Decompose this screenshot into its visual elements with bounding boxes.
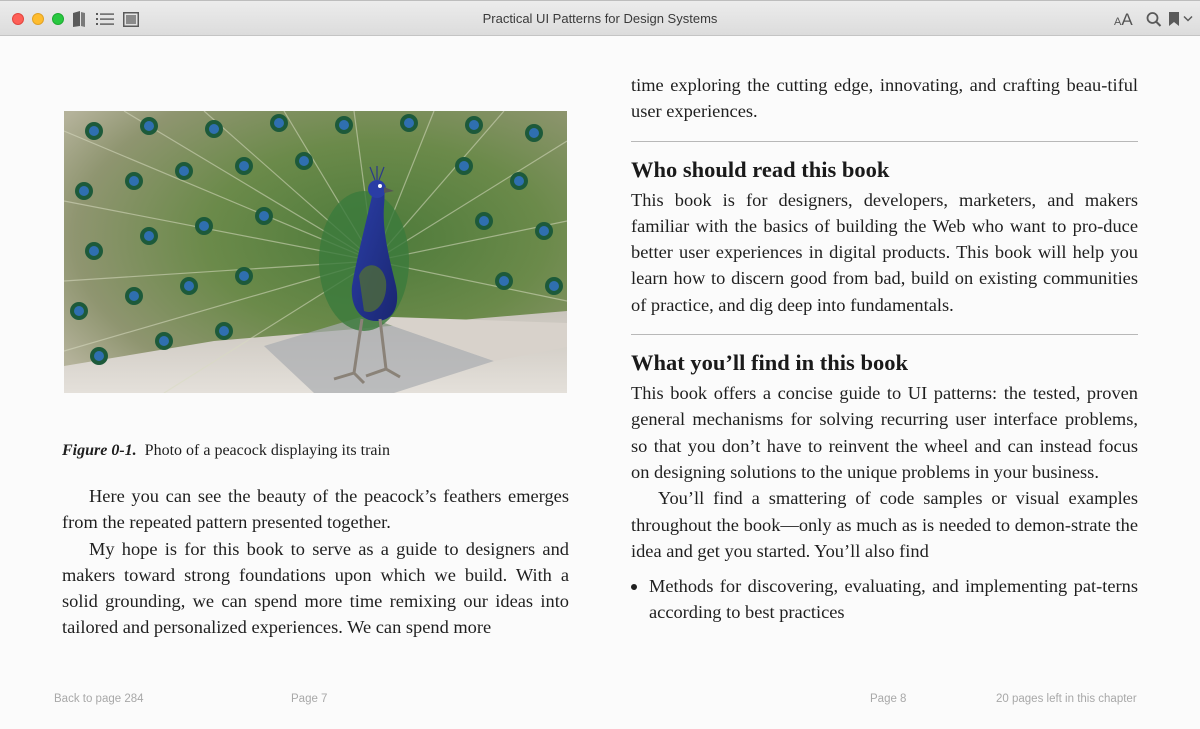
window-title: Practical UI Patterns for Design Systems <box>482 11 718 26</box>
bookmark-icon[interactable] <box>1168 10 1180 28</box>
body-paragraph: You’ll find a smattering of code samples or visual examples throughout the book—only as much as is needed to demon-strate the idea and get you started. You’ll also find <box>631 488 1138 561</box>
left-page <box>0 36 600 729</box>
body-paragraph: Here you can see the beauty of the peacock’s feathers emerges from the repeated pattern presented together. <box>62 486 569 533</box>
peacock-figure-image <box>64 111 567 393</box>
figure-caption-text: Photo of a peacock displaying its train <box>144 442 390 459</box>
search-icon[interactable] <box>1146 10 1162 28</box>
window-titlebar <box>0 0 1200 36</box>
pages-left-in-chapter: 20 pages left in this chapter <box>996 693 1137 705</box>
list-item: Methods for discovering, evaluating, and implementing pat-terns according to best practices <box>631 573 1138 626</box>
section-divider <box>631 334 1138 335</box>
body-paragraph: This book is for designers, developers, marketers, and makers familiar with the basics of building the Web who want to pro-duce better user experiences in digital products. This book will help you learn how to discern good from bad, build on existing communities of practice, and dig deep into fundamentals. <box>631 189 1138 315</box>
body-paragraph: This book offers a concise guide to UI patterns: the tested, proven general mechanisms for solving recurring user interface problems, so that you don’t have to reinvent the wheel and can instead focus on designing solutions to the unique problems in your business. <box>631 383 1138 482</box>
left-page-body <box>62 483 569 641</box>
font-size-large-glyph: A <box>1121 10 1133 29</box>
right-page-body <box>631 72 1138 626</box>
chevron-down-icon[interactable] <box>1183 15 1193 33</box>
bullet-list <box>631 573 1138 626</box>
body-paragraph: My hope is for this book to serve as a guide to designers and makers toward strong foundations upon which we build. With a solid grounding, we can spend more time remixing our ideas into tailored and personalized experiences. We can spend more <box>62 538 569 638</box>
right-page <box>600 36 1200 729</box>
font-size-small-glyph: A <box>1114 16 1122 28</box>
continuation-paragraph: time exploring the cutting edge, innovating, and crafting beau-tiful user experiences. <box>631 75 1138 122</box>
right-page-number: Page 8 <box>870 693 907 705</box>
figure-caption <box>62 442 390 460</box>
font-size-icon[interactable] <box>1114 10 1138 28</box>
section-divider <box>631 141 1138 142</box>
figure-label: Figure 0-1. <box>62 442 137 459</box>
section-heading: What you’ll find in this book <box>631 350 908 376</box>
section-heading: Who should read this book <box>631 156 890 182</box>
back-to-page-link[interactable]: Back to page 284 <box>54 693 144 705</box>
left-page-number: Page 7 <box>291 693 328 705</box>
